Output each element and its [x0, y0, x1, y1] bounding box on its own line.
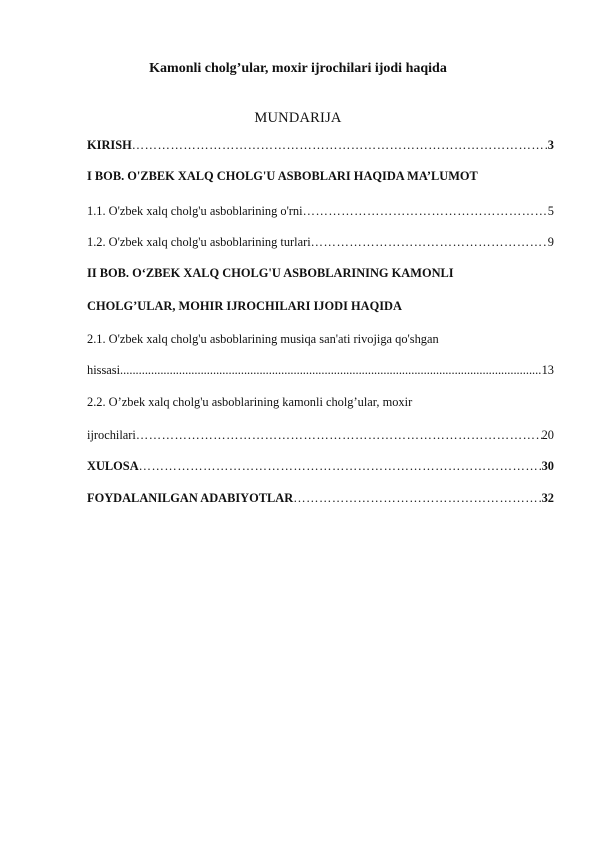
toc-leader-dots [303, 202, 548, 220]
toc-leader-dots [293, 489, 541, 507]
toc-entry-2-2-continued[interactable] [87, 426, 554, 444]
toc-entry-xulosa[interactable] [87, 457, 554, 475]
toc-leader-dots [132, 136, 548, 154]
toc-page-number: 3 [547, 138, 554, 152]
toc-entry-kirish[interactable] [87, 136, 554, 154]
toc-entry-label: CHOLG’ULAR, MOHIR IJROCHILARI IJODI HAQIDA [87, 299, 402, 313]
toc-leader-dots [139, 457, 542, 475]
toc-entry-1-2[interactable] [87, 233, 554, 251]
toc-entry-label: I BOB. O'ZBEK XALQ CHOLG'U ASBOBLARI HAQIDA MA’LUMOT [87, 169, 478, 183]
toc-entry-2-1-continued[interactable] [87, 361, 554, 379]
toc-entry-chapter-2-continued[interactable] [87, 297, 554, 315]
toc-page-number: 20 [541, 428, 554, 442]
toc-leader-dots [136, 426, 542, 444]
toc-entry-2-1[interactable] [87, 330, 554, 348]
toc-entry-chapter-1[interactable] [87, 167, 554, 185]
toc-leader-dots [311, 233, 548, 251]
toc-entry-label: 2.2. O’zbek xalq cholg'u asboblarining kamonli cholg’ular, moxir [87, 395, 413, 409]
toc-heading: MUNDARIJA [254, 110, 342, 126]
toc-page-number: 30 [541, 459, 554, 473]
toc-entry-label: FOYDALANILGAN ADABIYOTLAR [87, 491, 294, 505]
document-title: Kamonli cholg’ular, moxir ijrochilari ijodi haqida [149, 61, 447, 76]
toc-entry-label: 2.1. O'zbek xalq cholg'u asboblarining musiqa san'ati rivojiga qo'shgan [87, 332, 439, 346]
toc-page-number: 32 [541, 491, 554, 505]
toc-page-number: 5 [547, 204, 554, 218]
toc-entry-chapter-2[interactable] [87, 264, 554, 282]
toc-entry-label: KIRISH [87, 138, 132, 152]
toc-entry-label: hissasi [87, 363, 121, 377]
toc-leader-dots [120, 361, 542, 379]
toc-entry-label: II BOB. O‘ZBEK XALQ CHOLG'U ASBOBLARINING KAMONLI [87, 266, 454, 280]
toc-entry-label: 1.2. O'zbek xalq cholg'u asboblarining turlari [87, 235, 311, 249]
toc-entry-label: ijrochilari [87, 428, 136, 442]
toc-entry-2-2[interactable] [87, 393, 554, 411]
toc-entry-bibliography[interactable] [87, 489, 554, 507]
toc-entry-label: XULOSA [87, 459, 139, 473]
toc-page-number: 13 [541, 363, 554, 377]
toc-entry-label: 1.1. O'zbek xalq cholg'u asboblarining o'rni [87, 204, 303, 218]
toc-entry-1-1[interactable] [87, 202, 554, 220]
toc-page-number: 9 [547, 235, 554, 249]
